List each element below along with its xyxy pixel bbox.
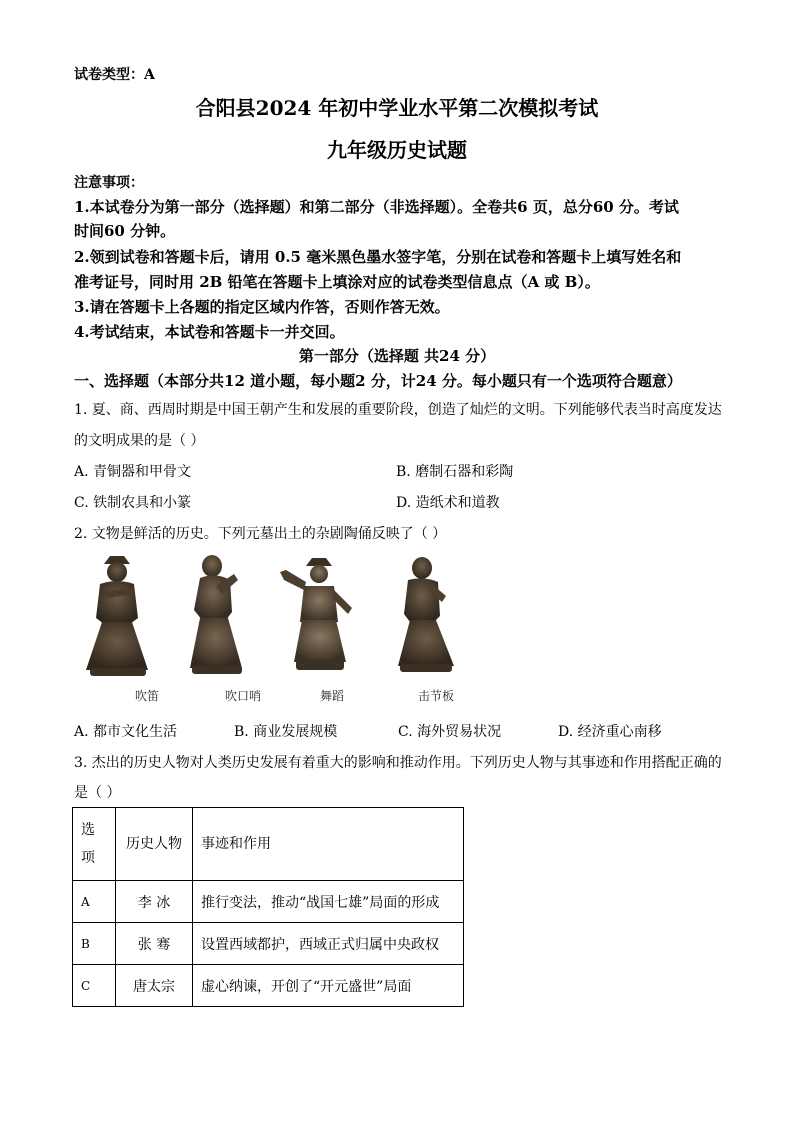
exam-subtitle: 九年级历史试题: [327, 138, 467, 162]
figurine-caption-flute: 吹笛: [135, 689, 160, 703]
note-3: 3.请在答题卡上各题的指定区域内作答，否则作答无效。: [74, 298, 450, 316]
q1-option-c[interactable]: C. 铁制农具和小篆: [74, 495, 192, 511]
part1-heading: 第一部分（选择题 共24 分）: [298, 347, 496, 365]
table-cell-figure: 唐太宗: [116, 965, 193, 1007]
table-cell-deeds: 设置西域都护，西域正式归属中央政权: [193, 923, 464, 965]
table-cell-option: B: [73, 923, 116, 965]
table-cell-option: A: [73, 881, 116, 923]
note-2-line-1: 2.领到试卷和答题卡后，请用 0.5 毫米黑色墨水签字笔，分别在试卷和答题卡上填写姓名和: [74, 248, 682, 266]
q3-stem-line-1: 3. 杰出的历史人物对人类历史发展有着重大的影响和推动作用。下列历史人物与其事迹和作用搭配正确的: [74, 755, 722, 771]
table-cell-figure: 李 冰: [116, 881, 193, 923]
q1-stem-line-2: 的文明成果的是（ ）: [74, 433, 205, 449]
q1-option-b[interactable]: B. 磨制石器和彩陶: [396, 464, 514, 480]
q3-table: [72, 807, 464, 1007]
table-header-figure: 历史人物: [116, 808, 193, 881]
table-row: [73, 881, 464, 923]
table-header-deeds: 事迹和作用: [193, 808, 464, 881]
q2-option-c[interactable]: C. 海外贸易状况: [398, 724, 502, 740]
note-2-line-2: 准考证号，同时用 2B 铅笔在答题卡上填涂对应的试卷类型信息点（A 或 B）。: [74, 273, 600, 291]
figurine-whistle-image: [186, 552, 248, 680]
q1-stem-line-1: 1. 夏、商、西周时期是中国王朝产生和发展的重要阶段，创造了灿烂的文明。下列能够代表当时高度发达: [74, 402, 722, 418]
paper-type-label: 试卷类型：A: [74, 67, 155, 83]
table-row: [73, 923, 464, 965]
note-4: 4.考试结束，本试卷和答题卡一并交回。: [74, 323, 345, 341]
table-header-row: [73, 808, 464, 881]
q2-option-b[interactable]: B. 商业发展规模: [234, 724, 338, 740]
q2-stem: 2. 文物是鲜活的历史。下列元墓出土的杂剧陶俑反映了（ ）: [74, 526, 447, 542]
figurine-caption-clapper: 击节板: [418, 689, 455, 703]
exam-title: 合阳县2024 年初中学业水平第二次模拟考试: [195, 96, 599, 120]
figurine-caption-whistle: 吹口哨: [225, 689, 262, 703]
q2-option-a[interactable]: A. 都市文化生活: [74, 724, 178, 740]
figurine-flute-image: [80, 552, 154, 680]
table-header-option: 选项: [73, 808, 116, 881]
table-cell-deeds: 推行变法，推动“战国七雄”局面的形成: [193, 881, 464, 923]
q1-option-d[interactable]: D. 造纸术和道教: [396, 495, 500, 511]
figurine-dance-image: [276, 552, 362, 680]
figurine-clapper-image: [392, 552, 460, 680]
q2-option-d[interactable]: D. 经济重心南移: [558, 724, 662, 740]
table-cell-deeds: 虚心纳谏，开创了“开元盛世”局面: [193, 965, 464, 1007]
note-1-line-2: 时间60 分钟。: [74, 222, 176, 240]
note-1-line-1: 1.本试卷分为第一部分（选择题）和第二部分（非选择题）。全卷共6 页，总分60 分。考试: [74, 198, 679, 216]
q1-option-a[interactable]: A. 青铜器和甲骨文: [74, 464, 192, 480]
notes-heading: 注意事项：: [74, 175, 144, 191]
table-row: [73, 965, 464, 1007]
section-choice-heading: 一、选择题（本部分共12 道小题，每小题2 分，计24 分。每小题只有一个选项符合题意）: [74, 372, 682, 390]
q3-stem-line-2: 是（ ）: [74, 785, 121, 801]
table-cell-option: C: [73, 965, 116, 1007]
figurine-caption-dance: 舞蹈: [320, 689, 345, 703]
table-cell-figure: 张 骞: [116, 923, 193, 965]
